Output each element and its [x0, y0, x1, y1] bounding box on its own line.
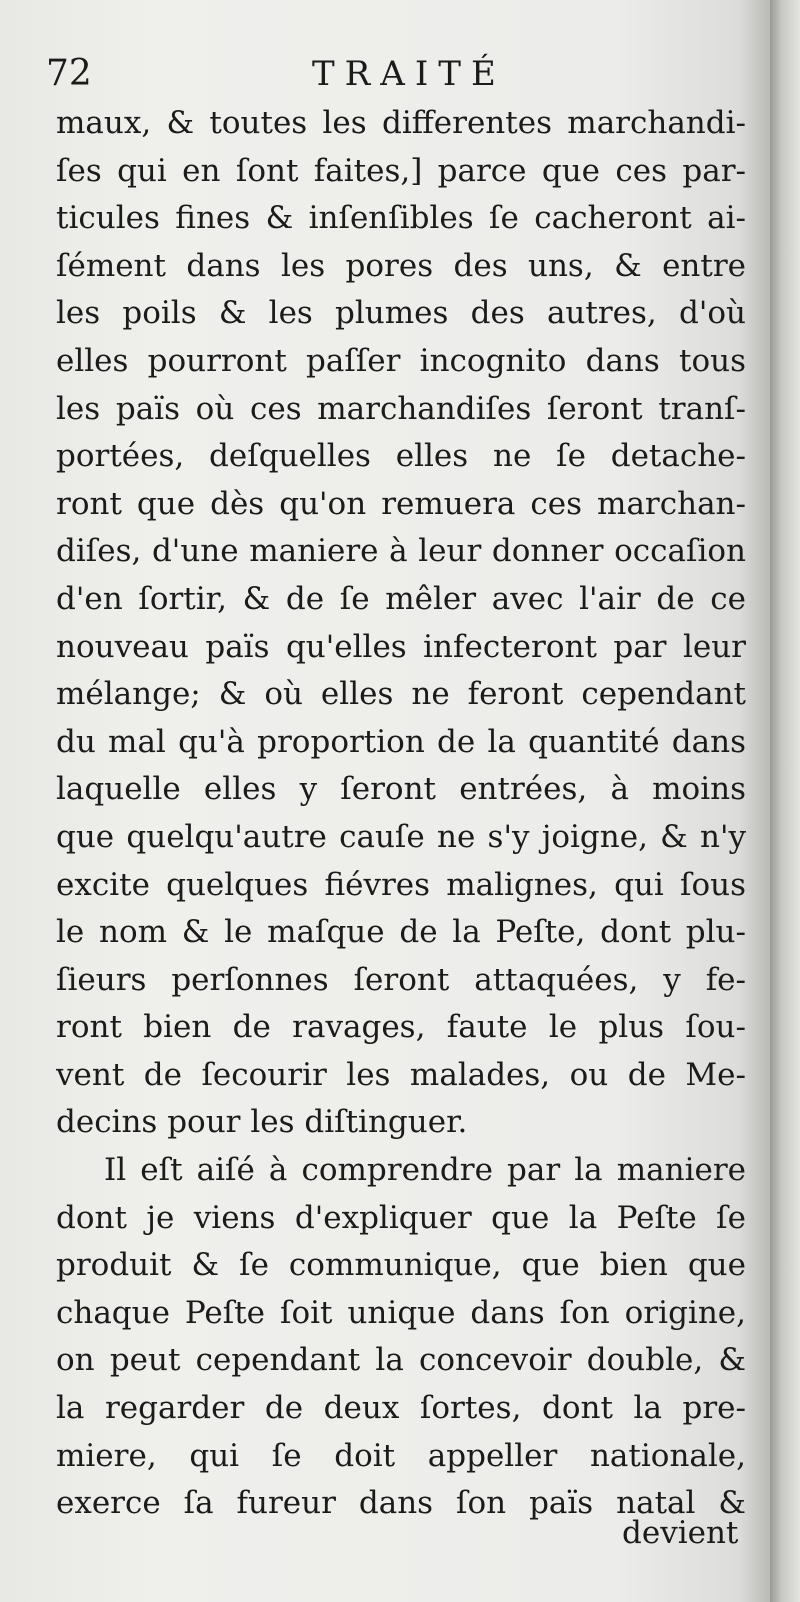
- text-line: laquelle elles y ſeront entrées, à moins: [56, 771, 746, 808]
- text-line: mélange; & où elles ne feront cependant: [56, 676, 746, 713]
- text-line: diſes, d'une maniere à leur donner occaſion: [56, 533, 746, 570]
- text-line: Il eſt aiſé à comprendre par la maniere: [104, 1152, 746, 1189]
- text-line: les païs où ces marchandiſes ſeront tranſ-: [56, 390, 746, 427]
- text-line: elles pourront paſſer incognito dans tous: [56, 342, 746, 379]
- text-line: maux, & toutes les differentes marchandi-: [56, 105, 746, 141]
- text-line: ront que dès qu'on remuera ces marchan-: [56, 485, 746, 522]
- catchword: devient: [622, 1515, 739, 1551]
- text-line: dont je viens d'expliquer que la Peſte ſe: [56, 1199, 746, 1236]
- text-line: nouveau païs qu'elles infecteront par leur: [56, 628, 746, 665]
- text-line: ſément dans les pores des uns, & entre: [56, 247, 746, 284]
- text-line: les poils & les plumes des autres, d'où: [56, 295, 746, 332]
- page-binding-edge: [770, 0, 800, 1602]
- text-line: on peut cependant la concevoir double, &: [56, 1342, 746, 1379]
- text-line: chaque Peſte ſoit unique dans ſon origine,: [56, 1294, 746, 1331]
- text-line: ſieurs perſonnes ſeront attaquées, y fe-: [56, 961, 746, 998]
- page-header: [46, 52, 746, 102]
- body-text: [56, 100, 746, 1528]
- text-line: decins pour les diſtinguer.: [56, 1104, 468, 1141]
- text-line: portées, deſquelles elles ne ſe detache-: [56, 438, 746, 475]
- text-line: miere, qui ſe doit appeller nationale,: [56, 1437, 746, 1474]
- text-line: excite quelques fiévres malignes, qui ſous: [56, 866, 746, 903]
- text-line: ſes qui en ſont faites,] parce que ces par-: [56, 152, 746, 189]
- page-number: 72: [46, 53, 92, 94]
- text-line: le nom & le maſque de la Peſte, dont plu-: [56, 914, 746, 951]
- text-line: produit & ſe communique, que bien que: [56, 1247, 746, 1284]
- text-line: exerce ſa fureur dans ſon païs natal &: [56, 1485, 746, 1522]
- text-line: ront bien de ravages, faute le plus ſou-: [56, 1009, 746, 1046]
- running-title: TRAITÉ: [312, 54, 506, 94]
- text-line: vent de ſecourir les malades, ou de Me-: [56, 1056, 746, 1093]
- text-line: la regarder de deux ſortes, dont la pre-: [56, 1390, 746, 1427]
- text-line: ticules fines & inſenſibles ſe cacheront ai-: [56, 200, 746, 237]
- text-line: d'en ſortir, & de ſe mêler avec l'air de ce: [56, 580, 746, 617]
- text-line: du mal qu'à proportion de la quantité dans: [56, 723, 746, 760]
- text-line: que quelqu'autre cauſe ne s'y joigne, & n'y: [56, 818, 746, 855]
